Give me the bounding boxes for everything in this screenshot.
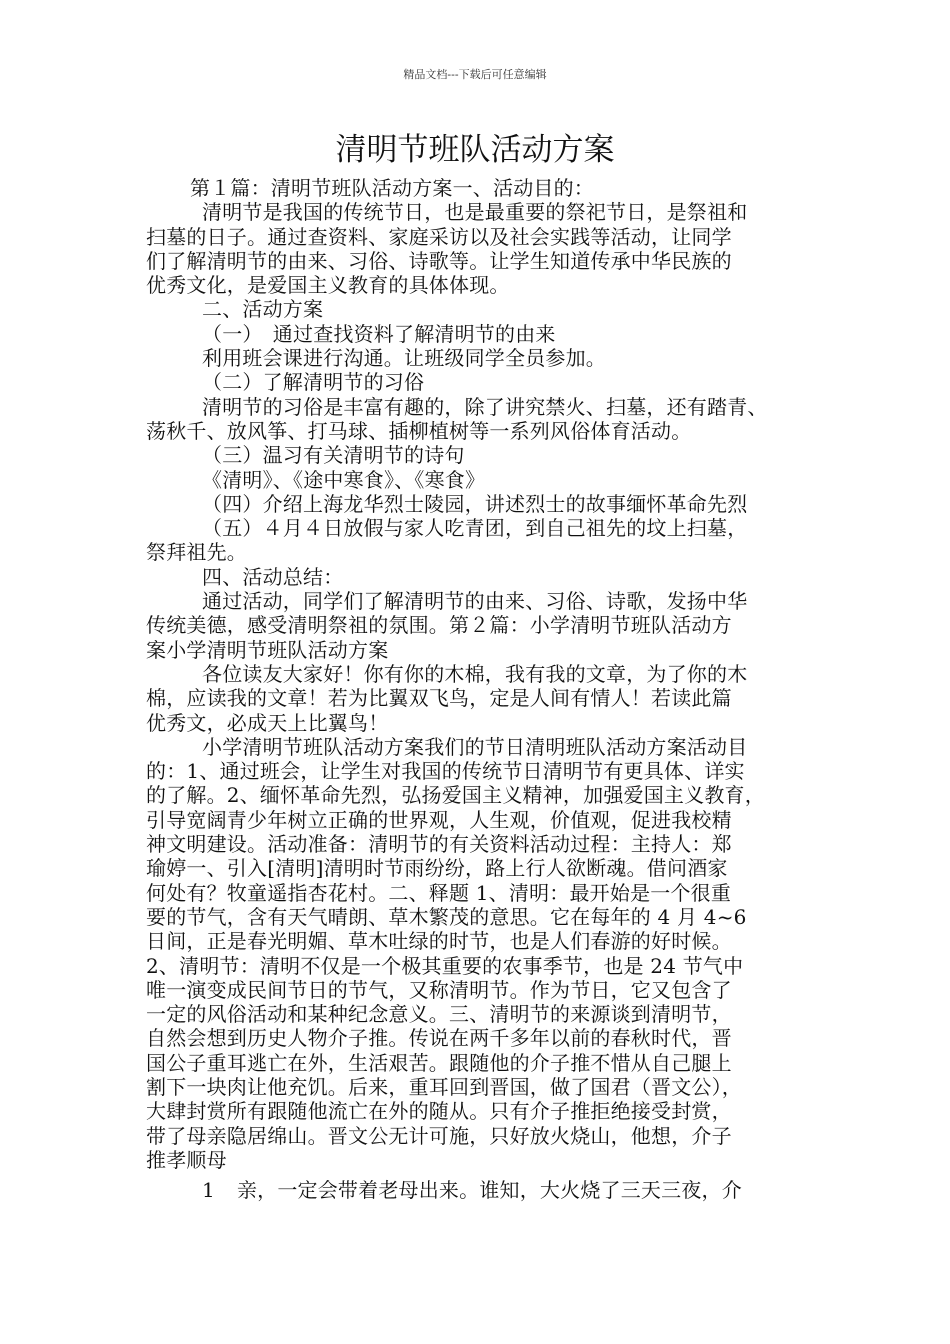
text-line: 割下一块肉让他充饥。后来，重耳回到晋国，做了国君（晋文公）， [146, 1074, 742, 1099]
page-number-line [146, 1178, 812, 1202]
document-title: 清明节班队活动方案 [335, 132, 615, 168]
text-line: （一） 通过查找资料了解清明节的由来 [202, 321, 556, 346]
text-line: 《清明》、《途中寒食》、《寒食》 [202, 467, 486, 492]
text-line: 传统美德，感受清明祭祖的氛围。第２篇：小学清明节班队活动方 [146, 613, 732, 638]
text-line: 何处有？牧童遥指杏花村。二、释题 1、清明：最开始是一个很重 [146, 880, 732, 905]
text-line: 2、清明节：清明不仅是一个极其重要的农事季节，也是 24 节气中 [146, 953, 744, 978]
text-line: 棉，应读我的文章！若为比翼双飞鸟，定是人间有情人！若读此篇 [146, 686, 732, 711]
text-line: （二）了解清明节的习俗 [202, 370, 425, 395]
text-line: 小学清明节班队活动方案我们的节日清明班队活动方案活动目 [202, 734, 748, 759]
text-line: 二、活动方案 [202, 297, 324, 322]
text-line: 国公子重耳逃亡在外，生活艰苦。跟随他的介子推不惜从自己腿上 [146, 1050, 732, 1075]
text-line: 四、活动总结： [202, 564, 344, 589]
text-line: （四）介绍上海龙华烈士陵园，讲述烈士的故事缅怀革命先烈 [202, 491, 748, 516]
text-line: 扫墓的日子。通过查资料、家庭采访以及社会实践等活动，让同学 [146, 224, 732, 249]
text-line: 荡秋千、放风筝、打马球、插柳植树等一系列风俗体育活动。 [146, 418, 692, 443]
text-line: 清明节是我国的传统节日，也是最重要的祭祀节日，是祭祖和 [202, 200, 748, 225]
text-line: 的：1、通过班会，让学生对我国的传统节日清明节有更具体、详实 [146, 759, 745, 784]
text-line: 的了解。2、缅怀革命先烈，弘扬爱国主义精神，加强爱国主义教育， [146, 783, 765, 808]
text-line: 带了母亲隐居绵山。晋文公无计可施，只好放火烧山，他想，介子 [146, 1123, 732, 1148]
text-line: 大肆封赏所有跟随他流亡在外的随从。只有介子推拒绝接受封赏， [146, 1099, 732, 1124]
text-line: 通过活动，同学们了解清明节的由来、习俗、诗歌，发扬中华 [202, 589, 748, 614]
text-line: 清明节的习俗是丰富有趣的，除了讲究禁火、扫墓，还有踏青、 [202, 394, 768, 419]
text-line: 祭拜祖先。 [146, 540, 247, 565]
text-line: 利用班会课进行沟通。让班级同学全员参加。 [202, 346, 606, 371]
header-note: 精品文档---下载后可任意编辑 [403, 68, 547, 81]
text-line: 们了解清明节的由来、习俗、诗歌等。让学生知道传承中华民族的 [146, 248, 732, 273]
text-line: 一定的风俗活动和某种纪念意义。三、清明节的来源谈到清明节， [146, 1002, 732, 1027]
text-line: 唯一演变成民间节日的节气，又称清明节。作为节日，它又包含了 [146, 977, 732, 1002]
text-line: 推孝顺母 [146, 1147, 227, 1172]
text-line: 日间，正是春光明媚、草木吐绿的时节，也是人们春游的好时候。 [146, 929, 732, 954]
text-line: 瑜婷一、引入[清明]清明时节雨纷纷，路上行人欲断魂。借问酒家 [146, 856, 728, 881]
document-body [146, 176, 812, 1202]
text-line: 要的节气，含有天气晴朗、草木繁茂的意思。它在每年的 4 月 4~6 [146, 904, 747, 929]
text-line: 亲，一定会带着老母出来。谁知，大火烧了三天三夜，介 [236, 1178, 742, 1203]
page-number: 1 [202, 1178, 215, 1203]
text-line: 神文明建设。活动准备：清明节的有关资料活动过程：主持人：郑 [146, 832, 732, 857]
text-line: 优秀文，必成天上比翼鸟！ [146, 710, 389, 735]
text-line: 第１篇：清明节班队活动方案一、活动目的： [190, 176, 594, 200]
text-line: 优秀文化，是爱国主义教育的具体体现。 [146, 273, 510, 298]
text-line: 引导宽阔青少年树立正确的世界观，人生观，价值观，促进我校精 [146, 807, 732, 832]
text-line: （三）温习有关清明节的诗句 [202, 443, 465, 468]
text-line: 自然会想到历史人物介子推。传说在两千多年以前的春秋时代，晋 [146, 1026, 732, 1051]
text-line: 各位读友大家好！你有你的木棉，我有我的文章，为了你的木 [202, 661, 748, 686]
text-line: （五）４月４日放假与家人吃青团，到自己祖先的坟上扫墓， [202, 516, 748, 541]
text-line: 案小学清明节班队活动方案 [146, 637, 389, 662]
